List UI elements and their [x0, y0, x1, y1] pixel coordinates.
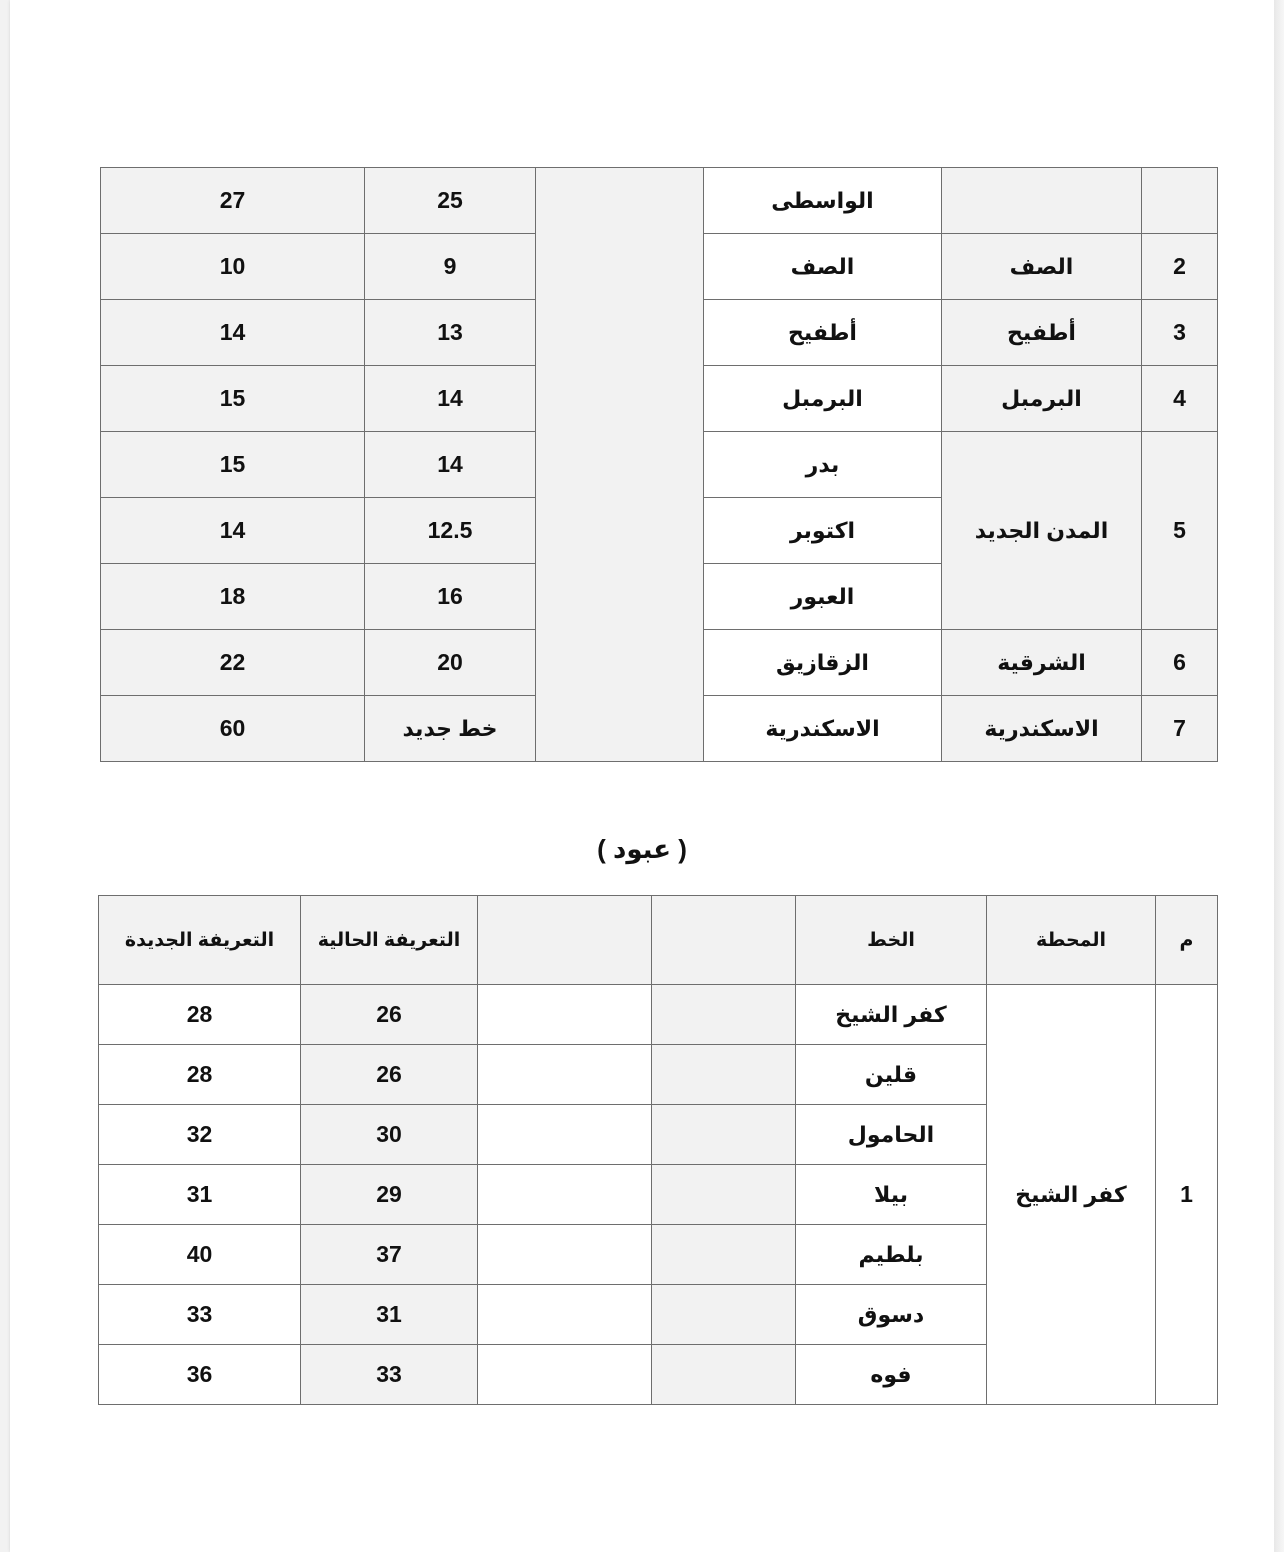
current-fare-cell: 33: [301, 1345, 478, 1405]
current-fare-cell: 26: [301, 1045, 478, 1105]
header-station: المحطة: [987, 896, 1156, 985]
section-title: ( عبود ): [597, 834, 687, 864]
line-cell: قلين: [796, 1045, 987, 1105]
station-cell: الشرقية: [942, 630, 1142, 696]
line-cell: بدر: [704, 432, 942, 498]
station-cell: الصف: [942, 234, 1142, 300]
line-cell: الحامول: [796, 1105, 987, 1165]
fare-table-continued: [100, 167, 1218, 762]
current-fare-cell: 25: [365, 168, 536, 234]
current-fare-cell: 9: [365, 234, 536, 300]
current-fare-cell: 37: [301, 1225, 478, 1285]
header-empty: [478, 896, 652, 985]
header-index: م: [1156, 896, 1218, 985]
row-index-cell: 1: [1156, 985, 1218, 1405]
blank-cell: [478, 985, 652, 1045]
line-cell: فوه: [796, 1345, 987, 1405]
current-fare-cell: 16: [365, 564, 536, 630]
row-index-cell: 7: [1142, 696, 1218, 762]
new-fare-cell: 60: [101, 696, 365, 762]
row-index-cell: [1142, 168, 1218, 234]
current-fare-cell: 14: [365, 366, 536, 432]
blank-column-cell: [536, 168, 704, 762]
row-index-cell: 2: [1142, 234, 1218, 300]
blank-cell: [478, 1345, 652, 1405]
row-index-cell: 3: [1142, 300, 1218, 366]
new-fare-cell: 40: [99, 1225, 301, 1285]
current-fare-cell: 12.5: [365, 498, 536, 564]
new-fare-cell: 14: [101, 300, 365, 366]
page-edge: [1274, 0, 1284, 1552]
blank-cell: [652, 1045, 796, 1105]
fare-table-abboud: [98, 895, 1218, 1405]
blank-cell: [652, 1105, 796, 1165]
blank-cell: [478, 1225, 652, 1285]
current-fare-cell: خط جديد: [365, 696, 536, 762]
new-fare-cell: 15: [101, 366, 365, 432]
current-fare-cell: 30: [301, 1105, 478, 1165]
station-cell: المدن الجديد: [942, 432, 1142, 630]
line-cell: أطفيح: [704, 300, 942, 366]
table-row: [99, 985, 1218, 1045]
line-cell: الزقازيق: [704, 630, 942, 696]
header-current-fare: التعريفة الحالية: [301, 896, 478, 985]
new-fare-cell: 28: [99, 985, 301, 1045]
new-fare-cell: 18: [101, 564, 365, 630]
line-cell: البرمبل: [704, 366, 942, 432]
header-line: الخط: [796, 896, 987, 985]
row-index-cell: 6: [1142, 630, 1218, 696]
row-index-cell: 5: [1142, 432, 1218, 630]
blank-cell: [478, 1165, 652, 1225]
line-cell: بلطيم: [796, 1225, 987, 1285]
new-fare-cell: 15: [101, 432, 365, 498]
line-cell: الواسطى: [704, 168, 942, 234]
table-row: [101, 168, 1218, 234]
line-cell: كفر الشيخ: [796, 985, 987, 1045]
current-fare-cell: 29: [301, 1165, 478, 1225]
new-fare-cell: 14: [101, 498, 365, 564]
new-fare-cell: 27: [101, 168, 365, 234]
station-cell: [942, 168, 1142, 234]
new-fare-cell: 32: [99, 1105, 301, 1165]
current-fare-cell: 14: [365, 432, 536, 498]
new-fare-cell: 28: [99, 1045, 301, 1105]
station-cell: الاسكندرية: [942, 696, 1142, 762]
line-cell: الاسكندرية: [704, 696, 942, 762]
line-cell: اكتوبر: [704, 498, 942, 564]
line-cell: دسوق: [796, 1285, 987, 1345]
new-fare-cell: 10: [101, 234, 365, 300]
blank-cell: [652, 1285, 796, 1345]
current-fare-cell: 31: [301, 1285, 478, 1345]
station-cell: أطفيح: [942, 300, 1142, 366]
blank-cell: [478, 1045, 652, 1105]
new-fare-cell: 31: [99, 1165, 301, 1225]
blank-cell: [652, 1165, 796, 1225]
station-cell: كفر الشيخ: [987, 985, 1156, 1405]
table-header-row: [99, 896, 1218, 985]
line-cell: بيلا: [796, 1165, 987, 1225]
header-empty: [652, 896, 796, 985]
header-new-fare: التعريفة الجديدة: [99, 896, 301, 985]
current-fare-cell: 13: [365, 300, 536, 366]
new-fare-cell: 36: [99, 1345, 301, 1405]
line-cell: الصف: [704, 234, 942, 300]
line-cell: العبور: [704, 564, 942, 630]
blank-cell: [652, 1345, 796, 1405]
blank-cell: [652, 985, 796, 1045]
row-index-cell: 4: [1142, 366, 1218, 432]
current-fare-cell: 26: [301, 985, 478, 1045]
new-fare-cell: 33: [99, 1285, 301, 1345]
blank-cell: [652, 1225, 796, 1285]
station-cell: البرمبل: [942, 366, 1142, 432]
current-fare-cell: 20: [365, 630, 536, 696]
blank-cell: [478, 1285, 652, 1345]
blank-cell: [478, 1105, 652, 1165]
new-fare-cell: 22: [101, 630, 365, 696]
